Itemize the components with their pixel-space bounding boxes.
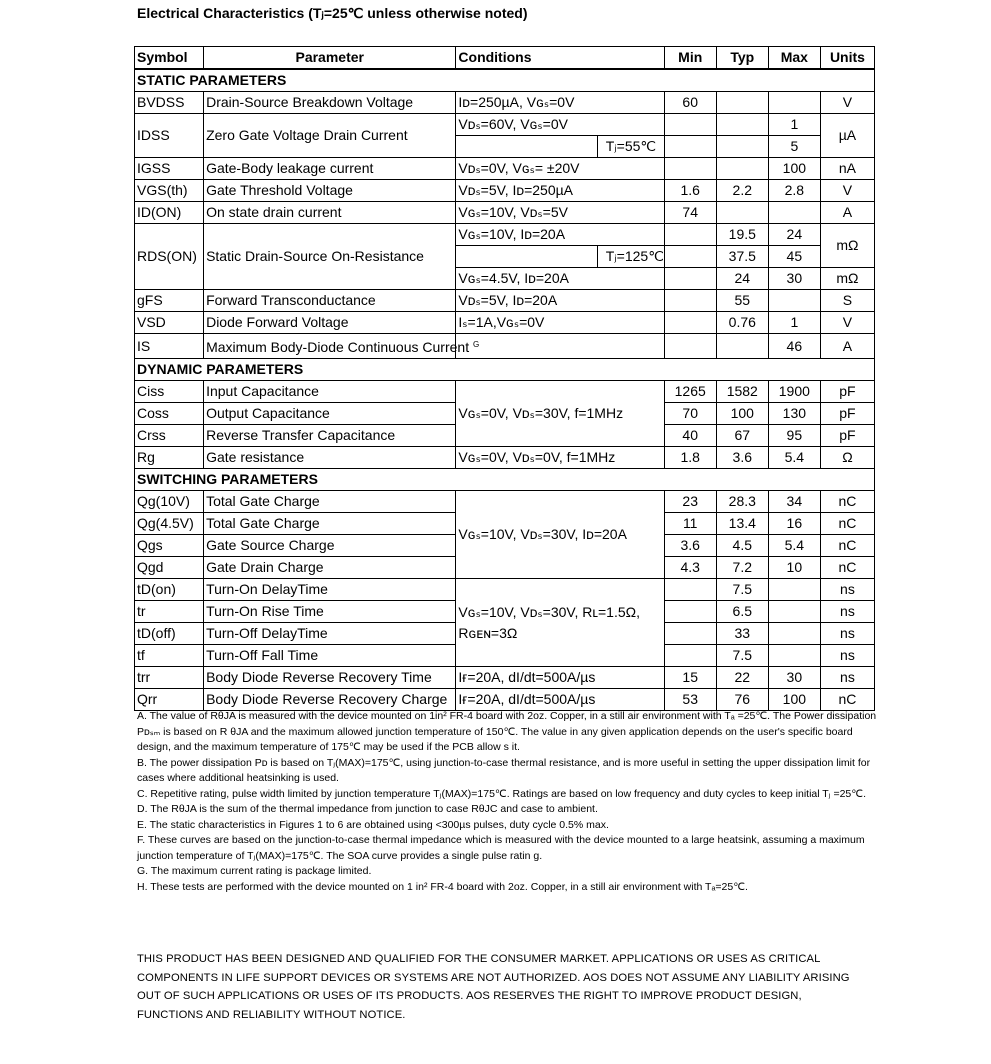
typ-cell: 4.5 xyxy=(716,535,768,557)
units-cell: ns xyxy=(820,601,874,623)
max-cell: 5.4 xyxy=(768,447,820,469)
symbol-cell: Qrr xyxy=(135,689,204,711)
units-cell: ns xyxy=(820,623,874,645)
symbol-cell: trr xyxy=(135,667,204,689)
min-cell xyxy=(664,312,716,334)
min-cell xyxy=(664,579,716,601)
note-f: F. These curves are based on the junction-to-case thermal impedance which is measured with the device mounted to a large heatsink, assuming a maximum junction temperature of Tⱼ(MAX)=175℃. The SOA curve provides a single pulse ratin g. xyxy=(137,834,865,862)
parameter-cell: Body Diode Reverse Recovery Charge xyxy=(204,689,456,711)
units-cell: ns xyxy=(820,645,874,667)
units-cell: pF xyxy=(820,425,874,447)
parameter-cell: Total Gate Charge xyxy=(204,513,456,535)
symbol-cell: VGS(th) xyxy=(135,180,204,202)
header-min: Min xyxy=(664,47,716,70)
section-static: STATIC PARAMETERS xyxy=(135,69,875,92)
min-cell xyxy=(664,224,716,246)
table-row xyxy=(135,667,875,689)
max-cell: 2.8 xyxy=(768,180,820,202)
note-c: C. Repetitive rating, pulse width limited by junction temperature Tⱼ(MAX)=175℃. Ratings are based on low frequency and duty cycles to keep initial Tⱼ =25℃. xyxy=(137,787,866,800)
typ-cell xyxy=(716,334,768,359)
symbol-cell: ID(ON) xyxy=(135,202,204,224)
max-cell: 5 xyxy=(768,136,820,158)
typ-cell: 37.5 xyxy=(716,246,768,268)
parameter-cell: Output Capacitance xyxy=(204,403,456,425)
max-cell: 100 xyxy=(768,158,820,180)
units-cell: nA xyxy=(820,158,874,180)
max-cell: 1 xyxy=(768,114,820,136)
note-ref: G xyxy=(472,340,480,349)
max-cell xyxy=(768,645,820,667)
table-row xyxy=(135,689,875,711)
max-cell xyxy=(768,623,820,645)
max-cell xyxy=(768,579,820,601)
typ-cell xyxy=(716,202,768,224)
conditions-cell: Vᴅₛ=0V, Vɢₛ= ±20V xyxy=(456,158,664,180)
units-cell: nC xyxy=(820,557,874,579)
max-cell: 46 xyxy=(768,334,820,359)
note-d: D. The RθJA is the sum of the thermal impedance from junction to case RθJC and case to ambient. xyxy=(137,803,598,815)
symbol-cell: tD(on) xyxy=(135,579,204,601)
symbol-cell: IDSS xyxy=(135,114,204,158)
note-h: H. These tests are performed with the device mounted on 1 in² FR-4 board with 2oz. Copper, in a still air environment with Tₐ=25℃. xyxy=(137,880,748,893)
conditions-cell: Iᴅ=250µA, Vɢₛ=0V xyxy=(456,92,664,114)
units-cell: A xyxy=(820,202,874,224)
typ-cell: 7.2 xyxy=(716,557,768,579)
units-cell: mΩ xyxy=(820,268,874,290)
min-cell: 1.6 xyxy=(664,180,716,202)
parameter-cell: Forward Transconductance xyxy=(204,290,456,312)
min-cell: 23 xyxy=(664,491,716,513)
table-row xyxy=(135,290,875,312)
min-cell xyxy=(664,334,716,359)
symbol-cell: Qg(4.5V) xyxy=(135,513,204,535)
min-cell: 1265 xyxy=(664,381,716,403)
parameter-cell: Static Drain-Source On-Resistance xyxy=(204,224,456,290)
section-row xyxy=(135,469,875,491)
min-cell xyxy=(664,158,716,180)
table-row xyxy=(135,312,875,334)
symbol-cell: tD(off) xyxy=(135,623,204,645)
header-symbol: Symbol xyxy=(135,47,204,70)
typ-cell: 33 xyxy=(716,623,768,645)
max-cell xyxy=(768,202,820,224)
symbol-cell: Coss xyxy=(135,403,204,425)
typ-cell: 67 xyxy=(716,425,768,447)
typ-cell: 7.5 xyxy=(716,579,768,601)
symbol-cell: IGSS xyxy=(135,158,204,180)
typ-cell: 24 xyxy=(716,268,768,290)
section-row xyxy=(135,359,875,381)
table-row xyxy=(135,180,875,202)
max-cell xyxy=(768,92,820,114)
conditions-cell xyxy=(456,246,664,268)
conditions-cell: Iₛ=1A,Vɢₛ=0V xyxy=(456,312,664,334)
typ-cell: 7.5 xyxy=(716,645,768,667)
typ-cell: 55 xyxy=(716,290,768,312)
max-cell: 30 xyxy=(768,667,820,689)
section-dynamic: DYNAMIC PARAMETERS xyxy=(135,359,875,381)
min-cell: 1.8 xyxy=(664,447,716,469)
units-cell: V xyxy=(820,312,874,334)
units-cell: V xyxy=(820,92,874,114)
symbol-cell: Qgd xyxy=(135,557,204,579)
max-cell: 10 xyxy=(768,557,820,579)
electrical-characteristics-table xyxy=(134,46,875,711)
typ-cell: 19.5 xyxy=(716,224,768,246)
units-cell: pF xyxy=(820,381,874,403)
max-cell: 24 xyxy=(768,224,820,246)
parameter-cell: Gate resistance xyxy=(204,447,456,469)
note-a: A. The value of RθJA is measured with the device mounted on 1in² FR-4 board with 2oz. Copper, in a still air environment with Tₐ =25℃. The Power dissipation Pᴅₛₘ is based on R θJA and the maximum allowed junction temperature of 150℃. The value in any given application depends on the user's specific board design, and the maximum temperature of 175℃ may be used if the PCB allow s it. xyxy=(137,710,877,753)
footnotes xyxy=(137,709,877,895)
parameter-cell: Turn-Off DelayTime xyxy=(204,623,456,645)
header-typ: Typ xyxy=(716,47,768,70)
units-cell: A xyxy=(820,334,874,359)
parameter-cell: Turn-On Rise Time xyxy=(204,601,456,623)
min-cell: 15 xyxy=(664,667,716,689)
table-row xyxy=(135,447,875,469)
table-row xyxy=(135,158,875,180)
typ-cell: 2.2 xyxy=(716,180,768,202)
max-cell: 34 xyxy=(768,491,820,513)
units-cell: µA xyxy=(820,114,874,158)
typ-cell: 100 xyxy=(716,403,768,425)
max-cell: 100 xyxy=(768,689,820,711)
min-cell: 4.3 xyxy=(664,557,716,579)
symbol-cell: RDS(ON) xyxy=(135,224,204,290)
min-cell: 53 xyxy=(664,689,716,711)
parameter-cell: Zero Gate Voltage Drain Current xyxy=(204,114,456,158)
table-row xyxy=(135,202,875,224)
typ-cell: 0.76 xyxy=(716,312,768,334)
max-cell: 95 xyxy=(768,425,820,447)
min-cell xyxy=(664,136,716,158)
conditions-cell: Vɢₛ=0V, Vᴅₛ=30V, f=1MHz xyxy=(456,381,664,447)
min-cell: 3.6 xyxy=(664,535,716,557)
min-cell xyxy=(664,601,716,623)
tj-condition: Tⱼ=55℃ xyxy=(597,136,664,157)
parameter-cell: Turn-Off Fall Time xyxy=(204,645,456,667)
symbol-cell: BVDSS xyxy=(135,92,204,114)
note-g: G. The maximum current rating is package limited. xyxy=(137,865,372,877)
parameter-cell: Body Diode Reverse Recovery Time xyxy=(204,667,456,689)
typ-cell xyxy=(716,158,768,180)
units-cell: pF xyxy=(820,403,874,425)
table-row xyxy=(135,381,875,403)
table-row xyxy=(135,334,875,359)
conditions-cell: Vɢₛ=4.5V, Iᴅ=20A xyxy=(456,268,664,290)
typ-cell: 3.6 xyxy=(716,447,768,469)
symbol-cell: Qg(10V) xyxy=(135,491,204,513)
page-title: Electrical Characteristics (Tⱼ=25℃ unless otherwise noted) xyxy=(137,5,528,21)
table-row xyxy=(135,114,875,136)
conditions-cell: Iғ=20A, dI/dt=500A/µs xyxy=(456,667,664,689)
max-cell: 1900 xyxy=(768,381,820,403)
parameter-cell: Input Capacitance xyxy=(204,381,456,403)
parameter-cell: Gate-Body leakage current xyxy=(204,158,456,180)
typ-cell xyxy=(716,92,768,114)
symbol-cell: IS xyxy=(135,334,204,359)
conditions-cell: Vᴅₛ=5V, Iᴅ=250µA xyxy=(456,180,664,202)
symbol-cell: Rg xyxy=(135,447,204,469)
symbol-cell: VSD xyxy=(135,312,204,334)
min-cell: 40 xyxy=(664,425,716,447)
units-cell: Ω xyxy=(820,447,874,469)
conditions-cell: Vɢₛ=10V, Vᴅₛ=30V, Iᴅ=20A xyxy=(456,491,664,579)
symbol-cell: tf xyxy=(135,645,204,667)
conditions-cell: Vɢₛ=10V, Iᴅ=20A xyxy=(456,224,664,246)
parameter-cell: Diode Forward Voltage xyxy=(204,312,456,334)
symbol-cell: Crss xyxy=(135,425,204,447)
note-e: E. The static characteristics in Figures 1 to 6 are obtained using <300µs pulses, duty cycle 0.5% max. xyxy=(137,818,609,831)
min-cell: 70 xyxy=(664,403,716,425)
parameter-cell: Gate Source Charge xyxy=(204,535,456,557)
max-cell: 1 xyxy=(768,312,820,334)
conditions-cell xyxy=(456,334,664,359)
max-cell xyxy=(768,290,820,312)
units-cell: ns xyxy=(820,667,874,689)
units-cell: S xyxy=(820,290,874,312)
max-cell: 45 xyxy=(768,246,820,268)
section-switching: SWITCHING PARAMETERS xyxy=(135,469,875,491)
max-cell xyxy=(768,601,820,623)
header-max: Max xyxy=(768,47,820,70)
units-cell: nC xyxy=(820,491,874,513)
symbol-cell: gFS xyxy=(135,290,204,312)
min-cell xyxy=(664,114,716,136)
min-cell xyxy=(664,290,716,312)
table-row xyxy=(135,224,875,246)
min-cell xyxy=(664,268,716,290)
min-cell xyxy=(664,623,716,645)
min-cell: 74 xyxy=(664,202,716,224)
units-cell: nC xyxy=(820,513,874,535)
max-cell: 5.4 xyxy=(768,535,820,557)
note-b: B. The power dissipation Pᴅ is based on Tⱼ(MAX)=175℃, using junction-to-case thermal resistance, and is more useful in setting the upper dissipation limit for cases where additional heatsinking is used. xyxy=(137,756,871,784)
typ-cell: 76 xyxy=(716,689,768,711)
symbol-cell: Qgs xyxy=(135,535,204,557)
header-parameter: Parameter xyxy=(204,47,456,70)
symbol-cell: tr xyxy=(135,601,204,623)
table-row xyxy=(135,579,875,601)
table-header-row xyxy=(135,47,875,70)
parameter-cell: On state drain current xyxy=(204,202,456,224)
header-conditions: Conditions xyxy=(456,47,664,70)
header-units: Units xyxy=(820,47,874,70)
conditions-cell: Iғ=20A, dI/dt=500A/µs xyxy=(456,689,664,711)
conditions-cell: Vᴅₛ=60V, Vɢₛ=0V xyxy=(456,114,664,136)
table-row xyxy=(135,92,875,114)
units-cell: mΩ xyxy=(820,224,874,268)
parameter-label: Maximum Body-Diode Continuous Current xyxy=(206,339,470,355)
units-cell: ns xyxy=(820,579,874,601)
typ-cell: 28.3 xyxy=(716,491,768,513)
parameter-cell xyxy=(204,334,480,359)
disclaimer: THIS PRODUCT HAS BEEN DESIGNED AND QUALIFIED FOR THE CONSUMER MARKET. APPLICATIONS OR USES AS CRITICAL COMPONENTS IN LIFE SUPPORT DEVICES OR SYSTEMS ARE NOT AUTHORIZED. AOS DOES NOT ASSUME ANY LIABILITY ARISING OUT OF SUCH APPLICATIONS OR USES OF ITS PRODUCTS. AOS RESERVES THE RIGHT TO IMPROVE PRODUCT DESIGN, FUNCTIONS AND RELIABILITY WITHOUT NOTICE. xyxy=(137,953,850,1021)
typ-cell: 6.5 xyxy=(716,601,768,623)
units-cell: nC xyxy=(820,535,874,557)
units-cell: V xyxy=(820,180,874,202)
section-row xyxy=(135,69,875,92)
table-row xyxy=(135,491,875,513)
min-cell xyxy=(664,645,716,667)
conditions-cell: Vɢₛ=10V, Vᴅₛ=5V xyxy=(456,202,664,224)
parameter-cell: Drain-Source Breakdown Voltage xyxy=(204,92,456,114)
max-cell: 130 xyxy=(768,403,820,425)
max-cell: 30 xyxy=(768,268,820,290)
conditions-cell: Vɢₛ=10V, Vᴅₛ=30V, Rʟ=1.5Ω, Rɢᴇɴ=3Ω xyxy=(456,579,664,667)
units-cell: nC xyxy=(820,689,874,711)
min-cell xyxy=(664,246,716,268)
parameter-cell: Gate Drain Charge xyxy=(204,557,456,579)
parameter-cell: Gate Threshold Voltage xyxy=(204,180,456,202)
parameter-cell: Total Gate Charge xyxy=(204,491,456,513)
conditions-cell xyxy=(456,136,664,158)
conditions-cell: Vᴅₛ=5V, Iᴅ=20A xyxy=(456,290,664,312)
typ-cell xyxy=(716,136,768,158)
parameter-cell: Reverse Transfer Capacitance xyxy=(204,425,456,447)
typ-cell xyxy=(716,114,768,136)
typ-cell: 13.4 xyxy=(716,513,768,535)
typ-cell: 1582 xyxy=(716,381,768,403)
conditions-cell: Vɢₛ=0V, Vᴅₛ=0V, f=1MHz xyxy=(456,447,664,469)
tj-condition: Tⱼ=125℃ xyxy=(597,246,664,267)
min-cell: 11 xyxy=(664,513,716,535)
min-cell: 60 xyxy=(664,92,716,114)
parameter-cell: Turn-On DelayTime xyxy=(204,579,456,601)
typ-cell: 22 xyxy=(716,667,768,689)
max-cell: 16 xyxy=(768,513,820,535)
symbol-cell: Ciss xyxy=(135,381,204,403)
